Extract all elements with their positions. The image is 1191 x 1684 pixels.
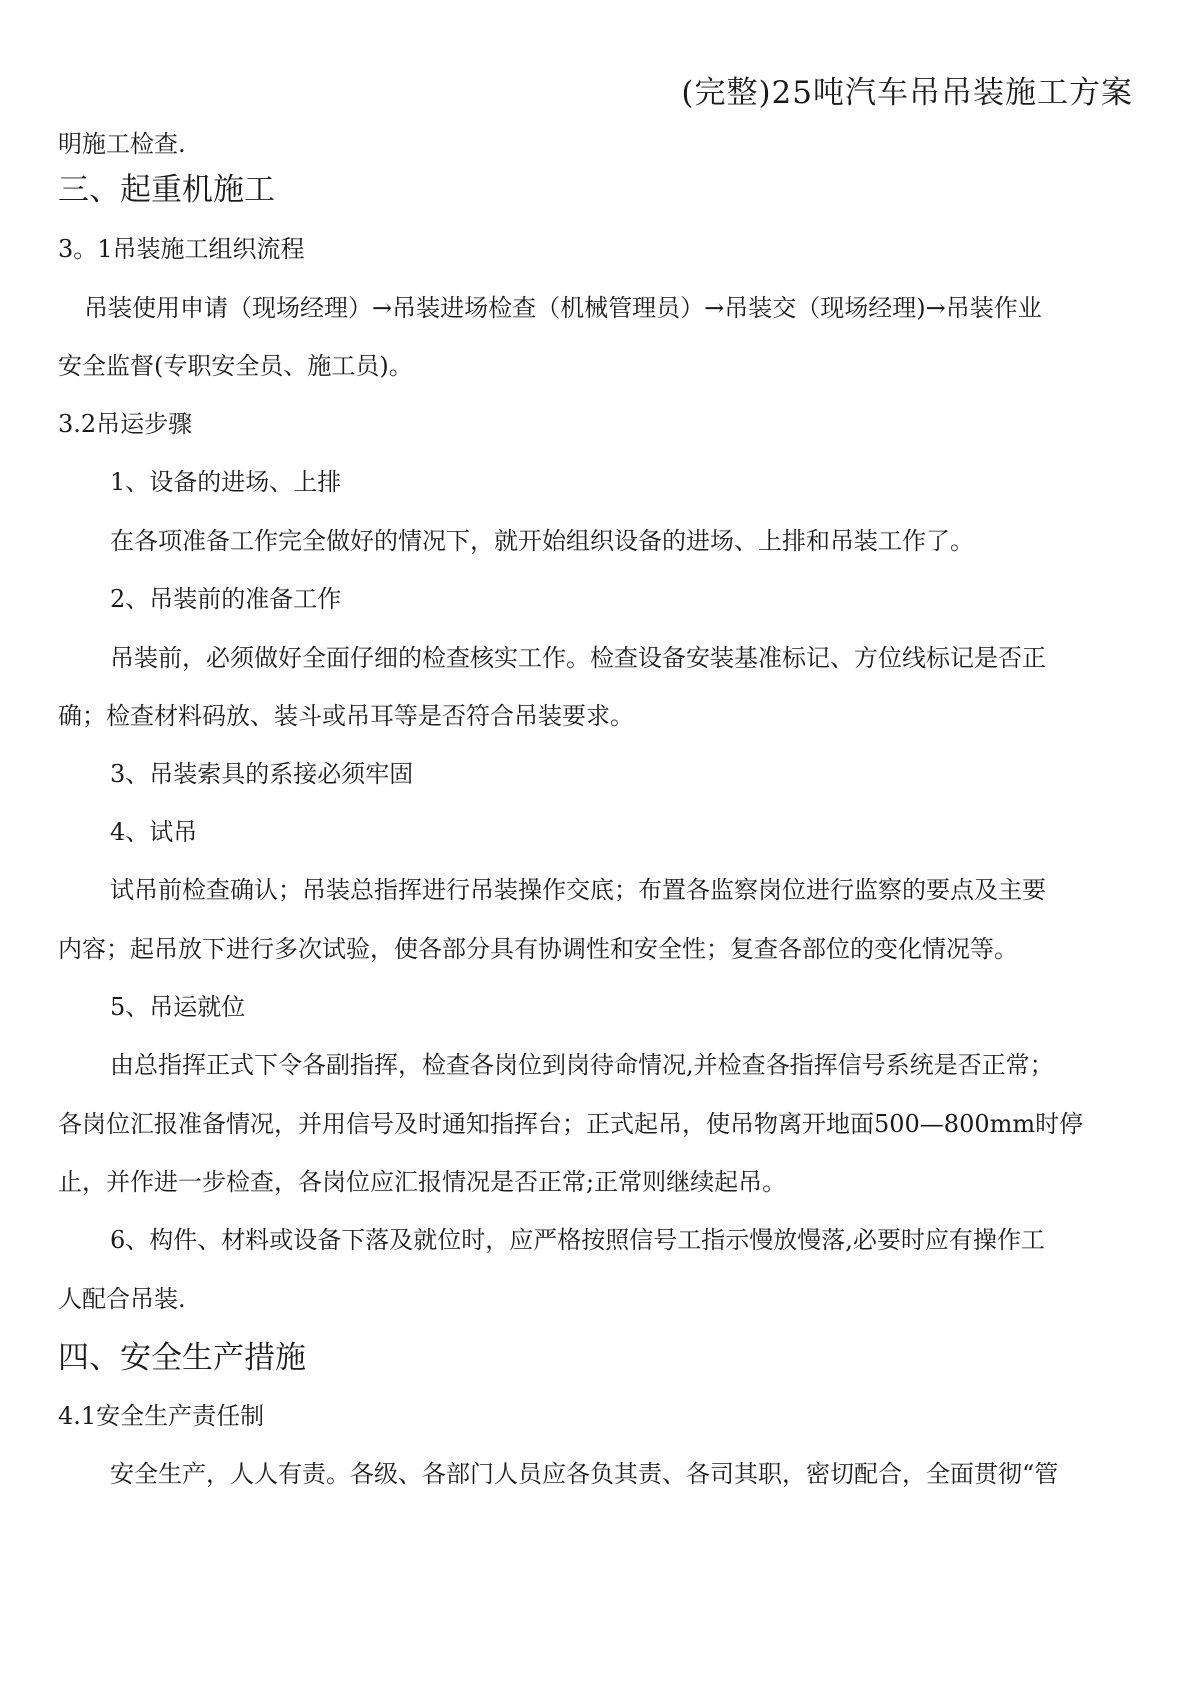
paragraph-line: 试吊前检查确认；吊装总指挥进行吊装操作交底；布置各监察岗位进行监察的要点及主要 bbox=[110, 876, 1046, 904]
step-heading: 1、设备的进场、上排 bbox=[110, 468, 342, 496]
paragraph-line: 止，并作进一步检查，各岗位应汇报情况是否正常;正常则继续起吊。 bbox=[58, 1168, 787, 1196]
paragraph-line: 吊装前，必须做好全面仔细的检查核实工作。检查设备安装基准标记、方位线标记是否正 bbox=[110, 644, 1046, 672]
paragraph-line: 吊装使用申请（现场经理）→吊装进场检查（机械管理员）→吊装交（现场经理)→吊装作业 bbox=[84, 294, 1042, 322]
paragraph-line: 由总指挥正式下令各副指挥，检查各岗位到岗待命情况,并检查各指挥信号系统是否正常； bbox=[110, 1051, 1054, 1079]
subsection-heading-4-1: 4.1安全生产责任制 bbox=[58, 1402, 265, 1430]
paragraph-line: 在各项准备工作完全做好的情况下，就开始组织设备的进场、上排和吊装工作了。 bbox=[110, 527, 974, 555]
step-heading: 6、构件、材料或设备下落及就位时，应严格按照信号工指示慢放慢落,必要时应有操作工 bbox=[110, 1226, 1045, 1254]
paragraph-line: 安全监督(专职安全员、施工员)。 bbox=[58, 352, 413, 380]
step-heading: 3、吊装索具的系接必须牢固 bbox=[110, 760, 414, 788]
paragraph-line: 人配合吊装. bbox=[58, 1285, 186, 1313]
section-heading-4: 四、安全生产措施 bbox=[58, 1340, 306, 1376]
paragraph-line: 安全生产，人人有责。各级、各部门人员应各负其责、各司其职，密切配合，全面贯彻“管 bbox=[110, 1460, 1059, 1488]
step-heading: 5、吊运就位 bbox=[110, 993, 246, 1021]
paragraph-line: 确；检查材料码放、装斗或吊耳等是否符合吊装要求。 bbox=[58, 702, 634, 730]
step-heading: 4、试吊 bbox=[110, 818, 198, 846]
paragraph-line: 各岗位汇报准备情况，并用信号及时通知指挥台；正式起吊，使吊物离开地面500—800mm时停 bbox=[58, 1110, 1084, 1138]
paragraph-line: 明施工检查. bbox=[58, 130, 186, 158]
section-heading-3: 三、起重机施工 bbox=[58, 172, 275, 208]
paragraph-line: 内容；起吊放下进行多次试验，使各部分具有协调性和安全性；复查各部位的变化情况等。 bbox=[58, 935, 1018, 963]
subsection-heading-3-1: 3。1吊装施工组织流程 bbox=[58, 235, 305, 263]
document-title: (完整)25吨汽车吊吊装施工方案 bbox=[681, 75, 1133, 111]
step-heading: 2、吊装前的准备工作 bbox=[110, 585, 342, 613]
subsection-heading-3-2: 3.2吊运步骤 bbox=[58, 410, 193, 438]
